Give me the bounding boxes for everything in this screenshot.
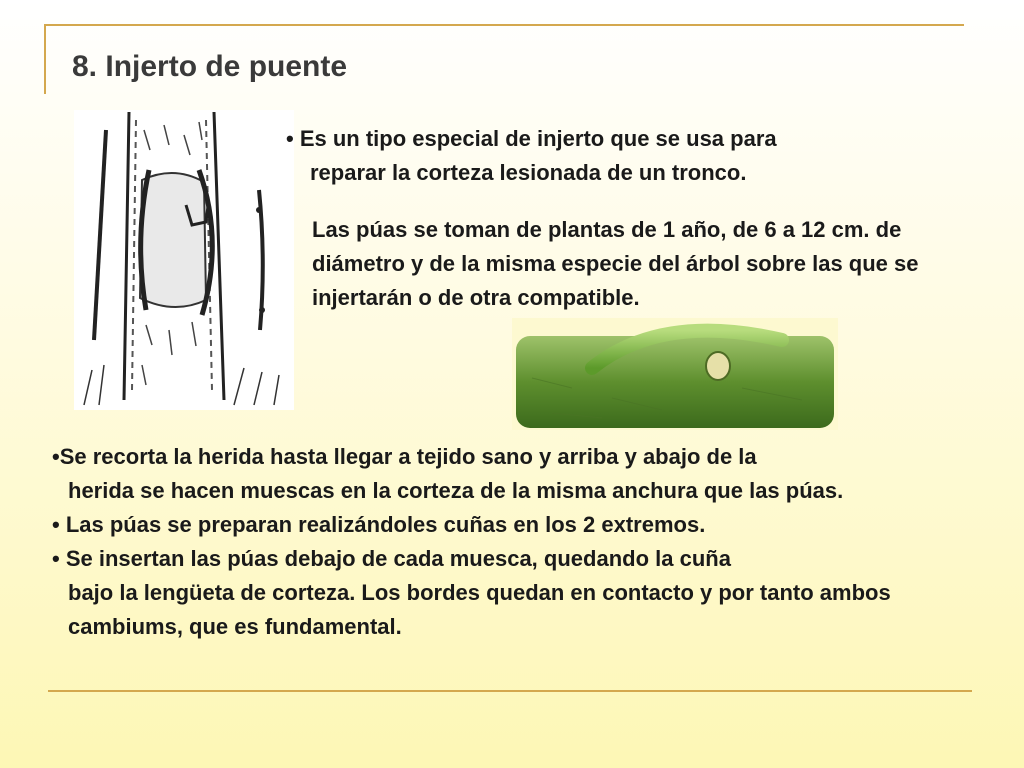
frame-left-rule bbox=[44, 24, 46, 94]
bullet-definition-line2: reparar la corteza lesionada de un tronco. bbox=[310, 160, 747, 185]
procedure-bullet-1-rest: herida se hacen muescas en la corteza de la misma anchura que las púas. bbox=[68, 478, 844, 503]
bullet-definition bbox=[286, 122, 966, 190]
procedure-bullet-3-first: • Se insertan las púas debajo de cada muesca, quedando la cuña bbox=[52, 546, 731, 571]
bridge-graft-sketch-image bbox=[74, 110, 294, 410]
procedure-bullet-3-rest: bajo la lengüeta de corteza. Los bordes quedan en contacto y por tanto ambos cambiums, que es fundamental. bbox=[68, 580, 891, 639]
frame-bottom-rule bbox=[48, 690, 972, 692]
procedure-bullet-2: • Las púas se preparan realizándoles cuñas en los 2 extremos. bbox=[52, 512, 706, 537]
bullet-definition-line1: • Es un tipo especial de injerto que se usa para bbox=[286, 126, 777, 151]
scion-source-paragraph: Las púas se toman de plantas de 1 año, de 6 a 12 cm. de diámetro y de la misma especie del árbol sobre las que se injertarán o de otra compatible. bbox=[312, 217, 919, 310]
green-stem-graft-photo bbox=[512, 318, 838, 430]
procedure-bullet-1-first: •Se recorta la herida hasta llegar a tejido sano y arriba y abajo de la bbox=[52, 444, 757, 469]
frame-top-rule bbox=[44, 24, 964, 26]
procedure-bullets bbox=[52, 440, 982, 644]
slide-title: 8. Injerto de puente bbox=[72, 50, 348, 83]
